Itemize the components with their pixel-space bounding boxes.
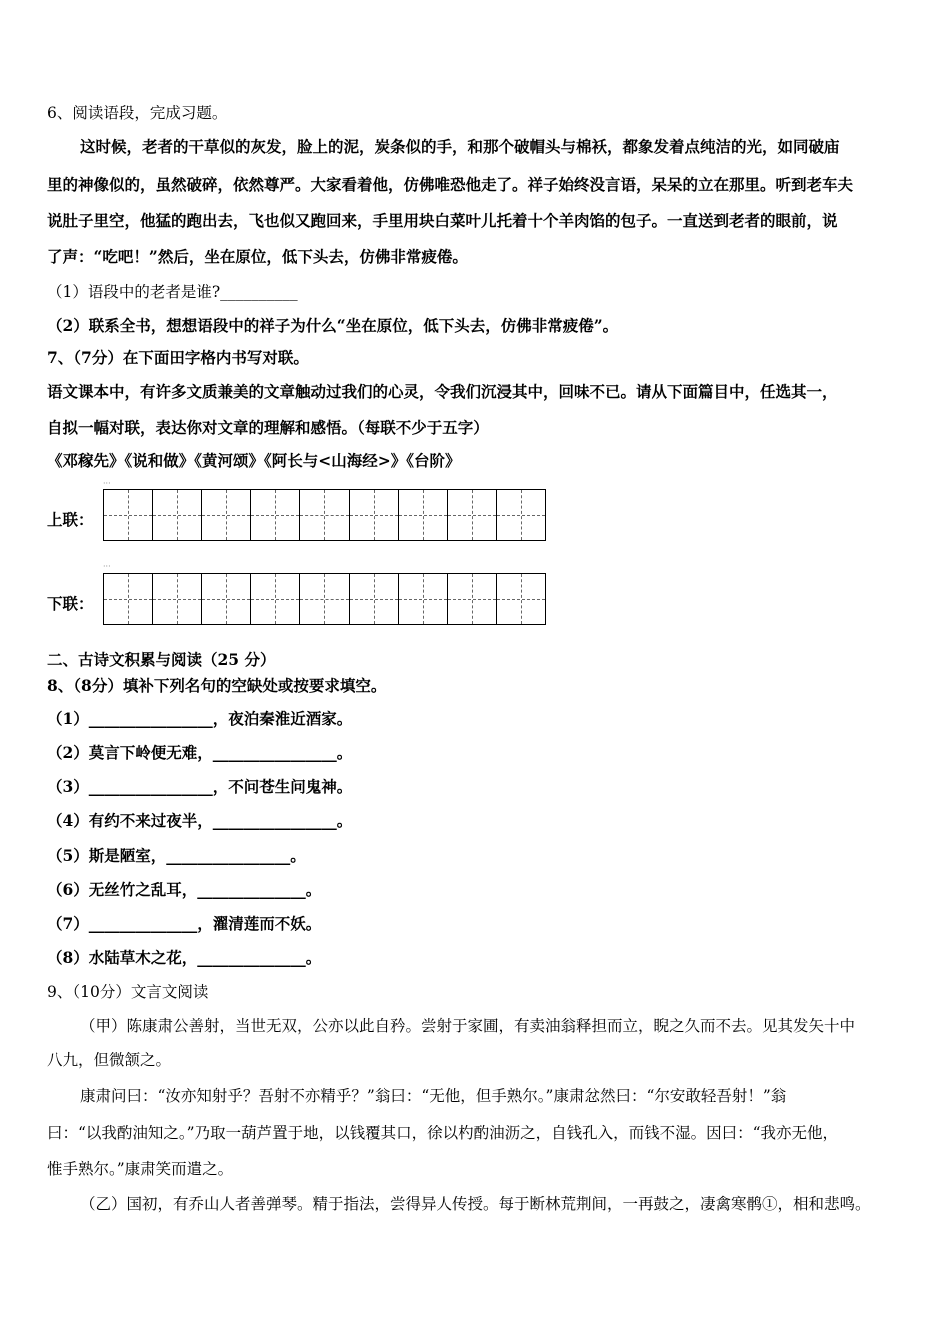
q8-item-7: （7）______________，濯清莲而不妖。: [47, 914, 322, 933]
grid-cell[interactable]: [153, 574, 202, 624]
grid-cell[interactable]: [300, 490, 349, 540]
q6-sub-question-1: （1）语段中的老者是谁?__________: [47, 283, 298, 301]
grid-cell[interactable]: [202, 574, 251, 624]
q6-passage-line-3: 说肚子里空，他猛的跑出去，飞也似又跑回来，手里用块白菜叶儿托着十个羊肉馅的包子。一直送到老者的眼前，说: [47, 211, 838, 230]
q9-title: 9、（10分）文言文阅读: [47, 983, 209, 1001]
grid-top-dots: ···: [103, 479, 111, 488]
q8-item-4: （4）有约不来过夜半，________________。: [47, 811, 353, 830]
grid-cell[interactable]: [350, 574, 399, 624]
grid-cell[interactable]: [104, 490, 153, 540]
grid-cell[interactable]: [251, 490, 300, 540]
q6-title: 6、阅读语段，完成习题。: [47, 104, 228, 122]
section-2-heading: 二、古诗文积累与阅读（25 分）: [47, 650, 276, 669]
grid-cell[interactable]: [251, 574, 300, 624]
q9-text-line-4: 曰：“以我酌油知之。”乃取一葫芦置于地，以钱覆其口，徐以杓酌油沥之，自钱孔入，而钱不湿。因曰：“我亦无他，: [47, 1124, 839, 1142]
grid-cell[interactable]: [350, 490, 399, 540]
grid-cell[interactable]: [202, 490, 251, 540]
upper-couplet-label: 上联：: [47, 510, 94, 529]
grid-cell[interactable]: [399, 490, 448, 540]
q8-item-2: （2）莫言下岭便无难，________________。: [47, 743, 353, 762]
q9-text-line-6: （乙）国初，有乔山人者善弹琴。精于指法，尝得异人传授。每于断林荒荆间，一再鼓之，凄禽寒鹘①，相和悲鸣。: [80, 1195, 871, 1213]
q9-text-line-5: 惟手熟尔。”康肃笑而遣之。: [47, 1160, 234, 1178]
grid-cell[interactable]: [497, 574, 545, 624]
grid-cell[interactable]: [300, 574, 349, 624]
q8-item-3: （3）________________，不问苍生问鬼神。: [47, 777, 353, 796]
grid-bottom-dots: ···: [103, 562, 111, 571]
q9-text-line-3: 康肃问曰：“汝亦知射乎？吾射不亦精乎？”翁曰：“无他，但手熟尔。”康肃忿然曰：“尔安敢轻吾射！”翁: [80, 1087, 787, 1105]
lower-couplet-label: 下联：: [47, 594, 94, 613]
q7-instruction-line-1: 语文课本中，有许多文质兼美的文章触动过我们的心灵，令我们沉浸其中，回味不已。请从下面篇目中，任选其一，: [47, 382, 838, 401]
grid-cell[interactable]: [497, 490, 545, 540]
grid-cell[interactable]: [104, 574, 153, 624]
lower-couplet-grid[interactable]: [103, 573, 546, 625]
grid-cell[interactable]: [448, 574, 497, 624]
upper-couplet-grid[interactable]: [103, 489, 546, 541]
q9-text-line-1: （甲）陈康肃公善射，当世无双，公亦以此自矜。尝射于家圃，有卖油翁释担而立，睨之久而不去。见其发矢十中: [80, 1017, 856, 1035]
q8-item-8: （8）水陆草木之花，______________。: [47, 948, 322, 967]
q6-sub-question-2: （2）联系全书，想想语段中的祥子为什么“坐在原位，低下头去，仿佛非常疲倦”。: [47, 316, 619, 335]
q8-item-6: （6）无丝竹之乱耳，______________。: [47, 880, 322, 899]
q8-title: 8、（8分）填补下列名句的空缺处或按要求填空。: [47, 676, 387, 695]
q8-item-1: （1）________________，夜泊秦淮近酒家。: [47, 709, 353, 728]
q7-title: 7、（7分）在下面田字格内书写对联。: [47, 348, 309, 367]
q6-passage-line-4: 了声：“吃吧！”然后，坐在原位，低下头去，仿佛非常疲倦。: [47, 247, 468, 266]
grid-cell[interactable]: [399, 574, 448, 624]
q7-instruction-line-2: 自拟一幅对联，表达你对文章的理解和感悟。（每联不少于五字）: [47, 418, 489, 437]
grid-cell[interactable]: [448, 490, 497, 540]
q6-passage-line-1: 这时候，老者的干草似的灰发，脸上的泥，炭条似的手，和那个破帽头与棉袄，都象发着点纯洁的光，如同破庙: [80, 137, 840, 156]
grid-cell[interactable]: [153, 490, 202, 540]
q8-item-5: （5）斯是陋室，________________。: [47, 846, 306, 865]
q6-passage-line-2: 里的神像似的，虽然破碎，依然尊严。大家看着他，仿佛唯恐他走了。祥子始终没言语，呆呆的立在那里。听到老车夫: [47, 175, 854, 194]
q7-article-titles: 《邓稼先》《说和做》《黄河颂》《阿长与<山海经>》《台阶》: [47, 451, 461, 470]
q9-text-line-2: 八九，但微颔之。: [47, 1051, 172, 1069]
